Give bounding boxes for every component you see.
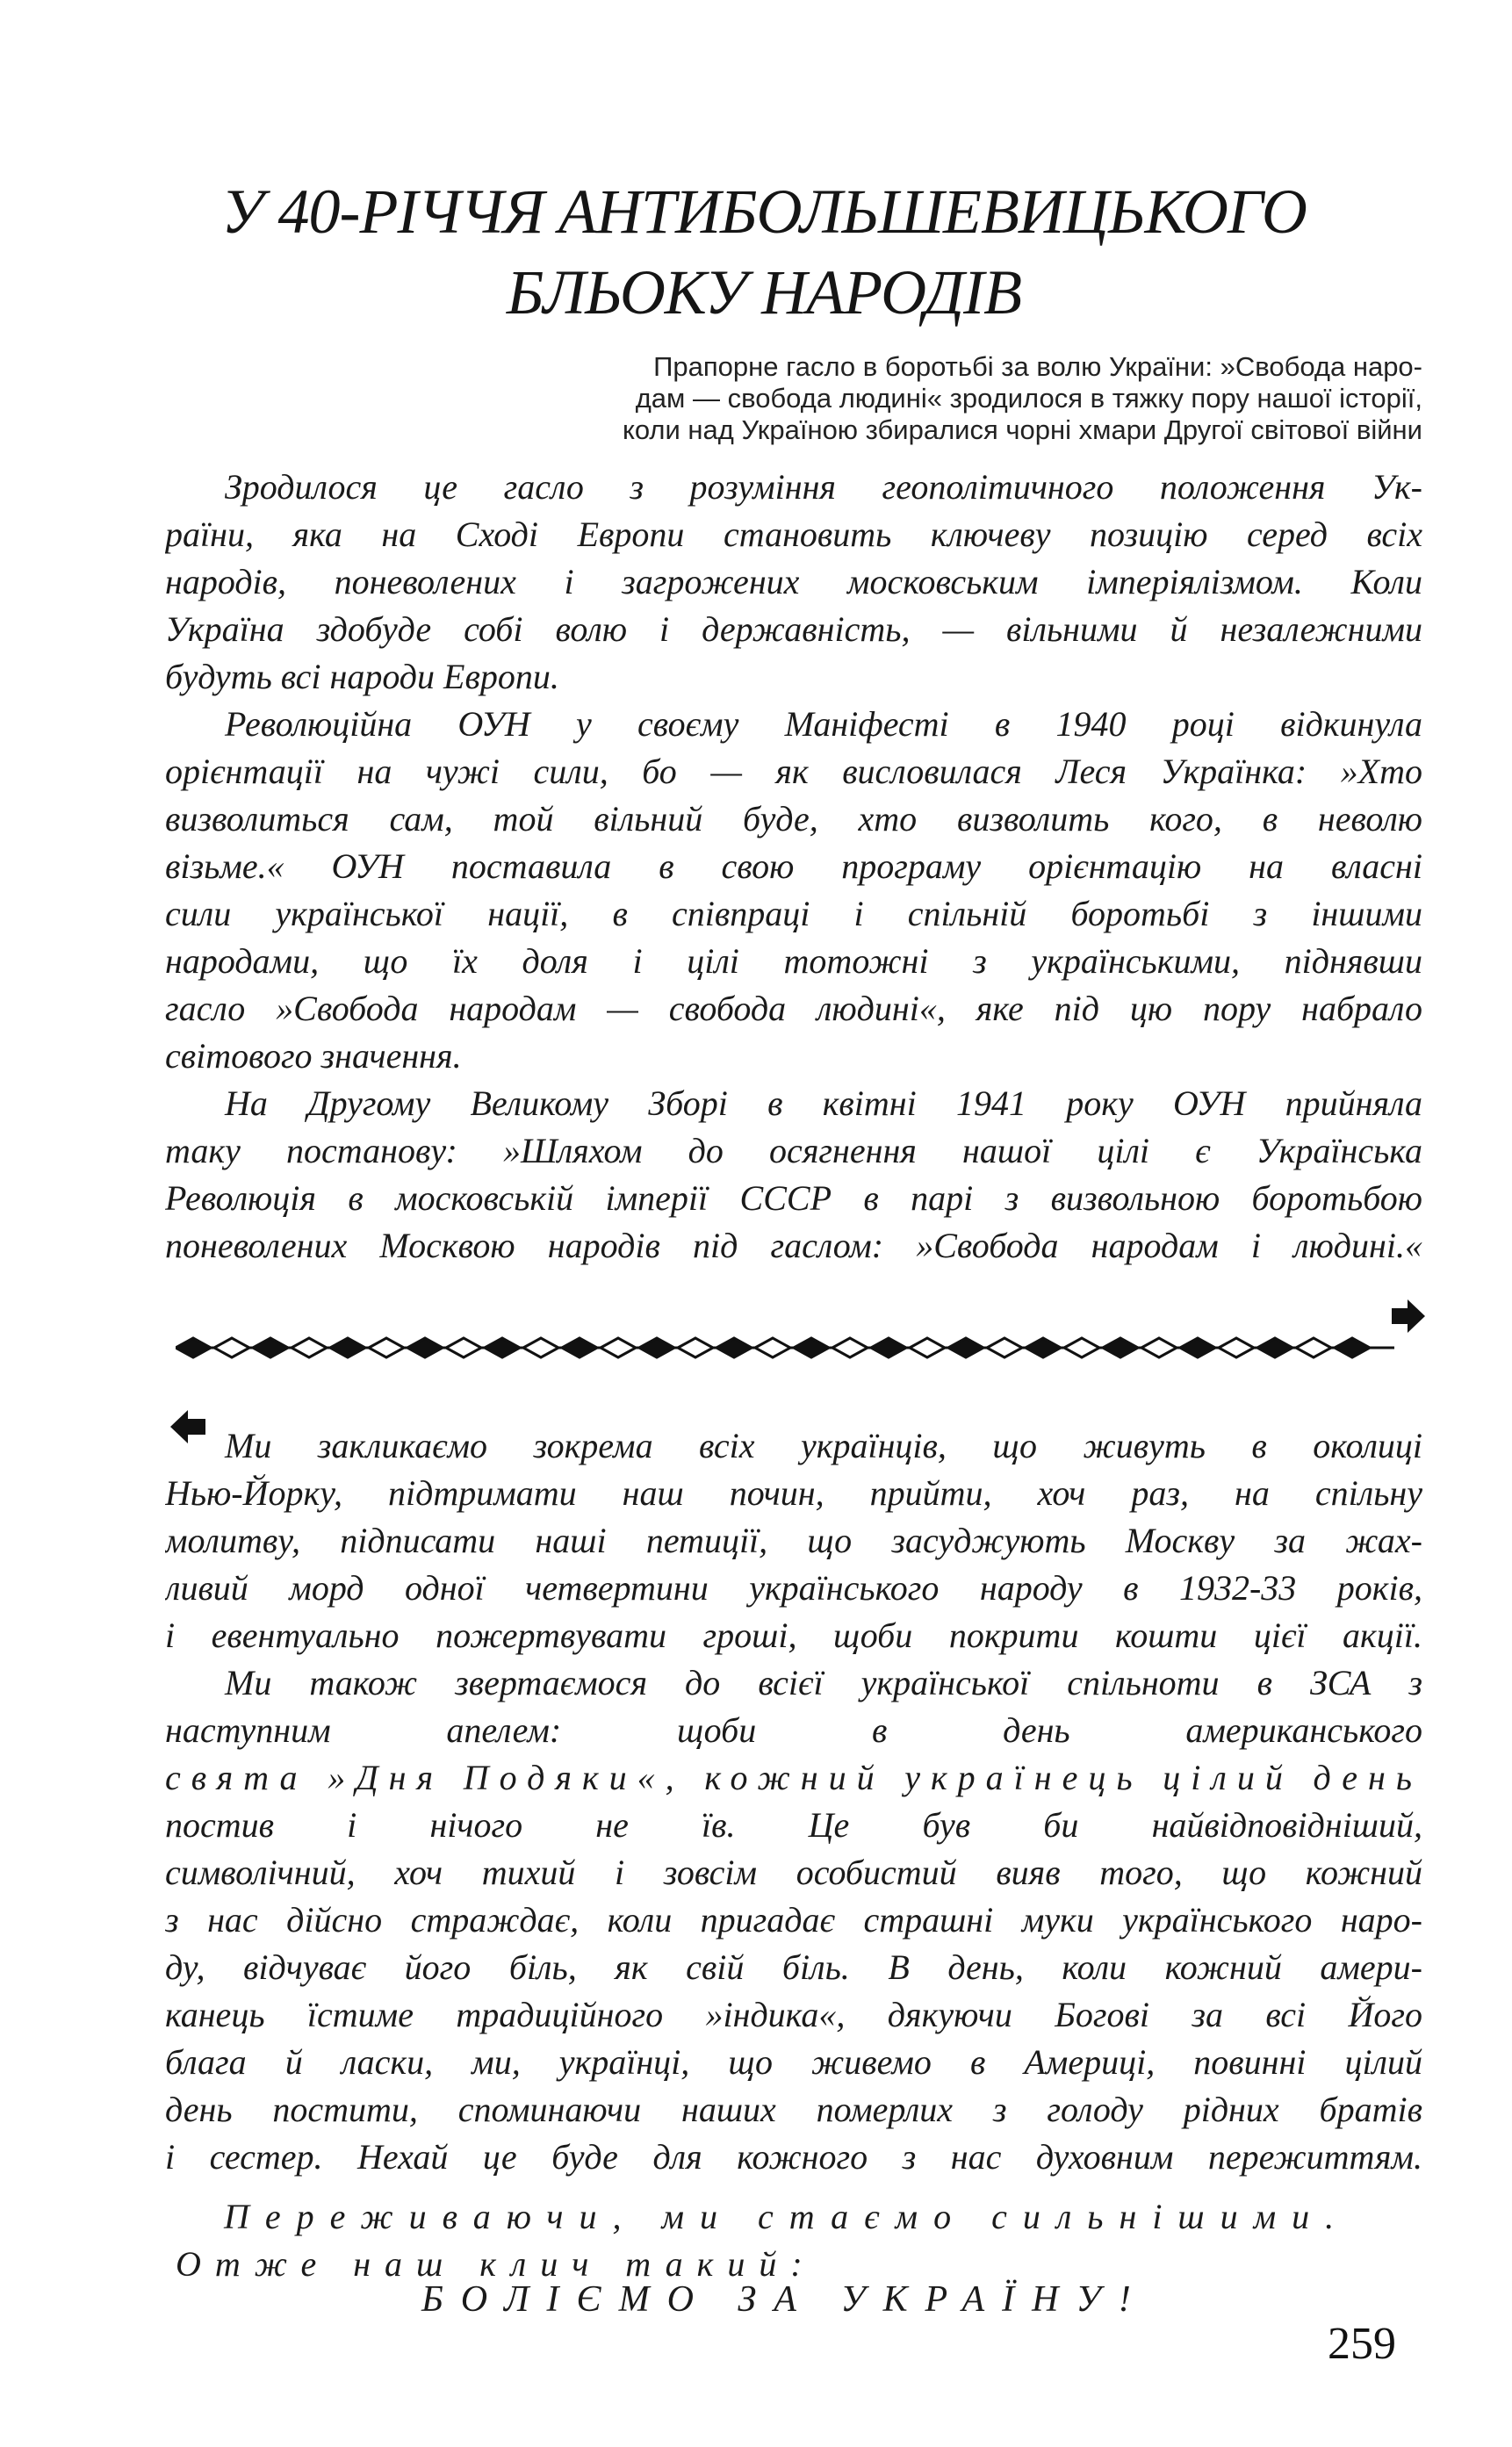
diamond-ornament xyxy=(176,1338,211,1357)
diamond-ornament xyxy=(1296,1338,1331,1357)
diamond-ornament xyxy=(639,1338,674,1357)
diamond-ornament xyxy=(253,1338,288,1357)
diamond-ornament xyxy=(755,1338,790,1357)
text-line: Ми також звертаємося до всієї української спільноти в ЗСА з xyxy=(225,1663,1422,1702)
epigraph-line: коли над Україною збиралися чорні хмари Другої світової війни xyxy=(622,414,1422,445)
text-line: будуть всі народи Европи. xyxy=(165,657,559,696)
diamond-ornament xyxy=(987,1338,1022,1357)
diamond-ornament xyxy=(369,1338,404,1357)
text-line: наступним апелем: щоби в день американського xyxy=(165,1710,1422,1750)
text-line: Революція в московській імперії СССР в парі з визвольною боротьбою xyxy=(165,1178,1422,1218)
diamond-ornament xyxy=(562,1338,597,1357)
text-line: народів, поневолених і загрожених московським імперіялізмом. Коли xyxy=(165,562,1422,601)
text-line: ливий морд одної четвертини українського народу в 1932-33 років, xyxy=(165,1568,1422,1608)
diamond-ornament xyxy=(948,1338,983,1357)
diamond-ornament xyxy=(523,1338,558,1357)
text-line: канець їстиме традиційного »індика«, дякуючи Богові за всі Його xyxy=(165,1995,1422,2034)
text-line: раїни, яка на Сході Европи становить ключеву позицію серед всіх xyxy=(165,515,1422,554)
diamond-ornament xyxy=(678,1338,713,1357)
epigraph-line: Прапорне гасло в боротьбі за волю України: »Свобода наро- xyxy=(653,351,1422,382)
text-line: день постити, споминаючи наших померлих з голоду рідних братів xyxy=(165,2090,1422,2129)
page-number: 259 xyxy=(1328,2319,1396,2369)
text-line: визволиться сам, той вільний буде, хто визволить кого, в неволю xyxy=(165,799,1422,838)
text-line: світового значення. xyxy=(165,1036,462,1076)
text-line: візьме.« ОУН поставила в свою програму орієнтацію на власні xyxy=(165,846,1422,886)
diamond-ornament xyxy=(1335,1338,1370,1357)
text-line: і евентуально пожертвувати гроші, щоби покрити кошти цієї акції. xyxy=(165,1616,1422,1655)
text-line: На Другому Великому Зборі в квітні 1941 року ОУН прийняла xyxy=(225,1083,1422,1123)
text-line: Революційна ОУН у своєму Маніфесті в 1940 році відкинула xyxy=(225,704,1422,744)
diamond-chain-divider xyxy=(176,1321,1405,1374)
text-line: блага й ласки, ми, українці, що живемо в Америці, повинні цілий xyxy=(165,2042,1422,2082)
diamond-ornament xyxy=(485,1338,520,1357)
text-line: народами, що їх доля і цілі тотожні з українськими, піднявши xyxy=(165,941,1422,981)
closing-line: Переживаючи, ми стаємо сильнішими. xyxy=(224,2197,1350,2236)
diamond-ornament xyxy=(292,1338,327,1357)
text-line: з нас дійсно страждає, коли пригадає страшні муки українського наро- xyxy=(165,1900,1422,1940)
text-line: ду, відчуває його біль, як свій біль. В день, коли кожний амери- xyxy=(165,1947,1422,1987)
diamond-ornament xyxy=(446,1338,481,1357)
diamond-ornament xyxy=(1064,1338,1099,1357)
diamond-ornament xyxy=(214,1338,249,1357)
title-line-2: БЛЬОКУ НАРОДІВ xyxy=(506,257,1022,327)
slogan: БОЛІЄМО ЗА УКРАЇНУ! xyxy=(421,2279,1148,2320)
text-line: сили української нації, в співпраці і спільній боротьбі з іншими xyxy=(165,894,1422,933)
text-line: постив і нічого не їв. Це був би найвідповідніший, xyxy=(165,1805,1422,1845)
text-line: Нью-Йорку, підтримати наш почин, прийти, хоч раз, на спільну xyxy=(165,1473,1422,1513)
epigraph xyxy=(404,351,1422,446)
article-title xyxy=(123,171,1405,333)
text-line: Зродилося це гасло з розуміння геополітичного положення Ук- xyxy=(225,467,1422,507)
closing-line: Отже наш клич такий: xyxy=(176,2244,817,2284)
section-2-text xyxy=(165,1422,1422,2181)
diamond-ornament xyxy=(832,1338,868,1357)
epigraph-line: дам — свобода людині« зродилося в тяжку пору нашої історії, xyxy=(635,383,1422,414)
closing-lines xyxy=(176,2193,1422,2288)
diamond-ornament xyxy=(716,1338,752,1357)
diamond-ornament xyxy=(601,1338,636,1357)
diamond-ornament xyxy=(794,1338,829,1357)
text-line: молитву, підписати наші петиції, що засуджують Москву за жах- xyxy=(165,1521,1422,1560)
diamond-ornament xyxy=(1180,1338,1215,1357)
text-line: свята »Дня Подяки«, кожний українець цілий день xyxy=(165,1758,1422,1797)
diamond-ornament xyxy=(910,1338,945,1357)
text-line: і сестер. Нехай це буде для кожного з нас духовним пережиттям. xyxy=(165,2137,1422,2177)
text-line: гасло »Свобода народам — свобода людині«, яке під цю пору набрало xyxy=(165,989,1422,1028)
section-1-text xyxy=(165,464,1422,1270)
diamond-ornament xyxy=(1141,1338,1177,1357)
text-line: Ми закликаємо зокрема всіх українців, що живуть в околиці xyxy=(225,1426,1422,1465)
text-line: поневолених Москвою народів під гаслом: »Свобода народам і людині.« xyxy=(165,1226,1422,1265)
text-line: таку постанову: »Шляхом до осягнення нашої цілі є Українська xyxy=(165,1131,1422,1170)
diamond-ornament xyxy=(1219,1338,1254,1357)
diamond-ornament xyxy=(330,1338,365,1357)
title-line-1: У 40-РІЧЧЯ АНТИБОЛЬШЕВИЦЬКОГО xyxy=(221,176,1307,247)
text-line: символічний, хоч тихий і зовсім особистий вияв того, що кожний xyxy=(165,1853,1422,1892)
diamond-ornament xyxy=(1026,1338,1061,1357)
diamond-ornament xyxy=(407,1338,443,1357)
text-line: орієнтації на чужі сили, бо — як висловилася Леся Українка: »Хто xyxy=(165,752,1422,791)
diamond-ornament xyxy=(871,1338,906,1357)
text-line: Україна здобуде собі волю і державність, — вільними й незалежними xyxy=(165,609,1422,649)
diamond-ornament xyxy=(1103,1338,1138,1357)
diamond-ornament xyxy=(1257,1338,1292,1357)
